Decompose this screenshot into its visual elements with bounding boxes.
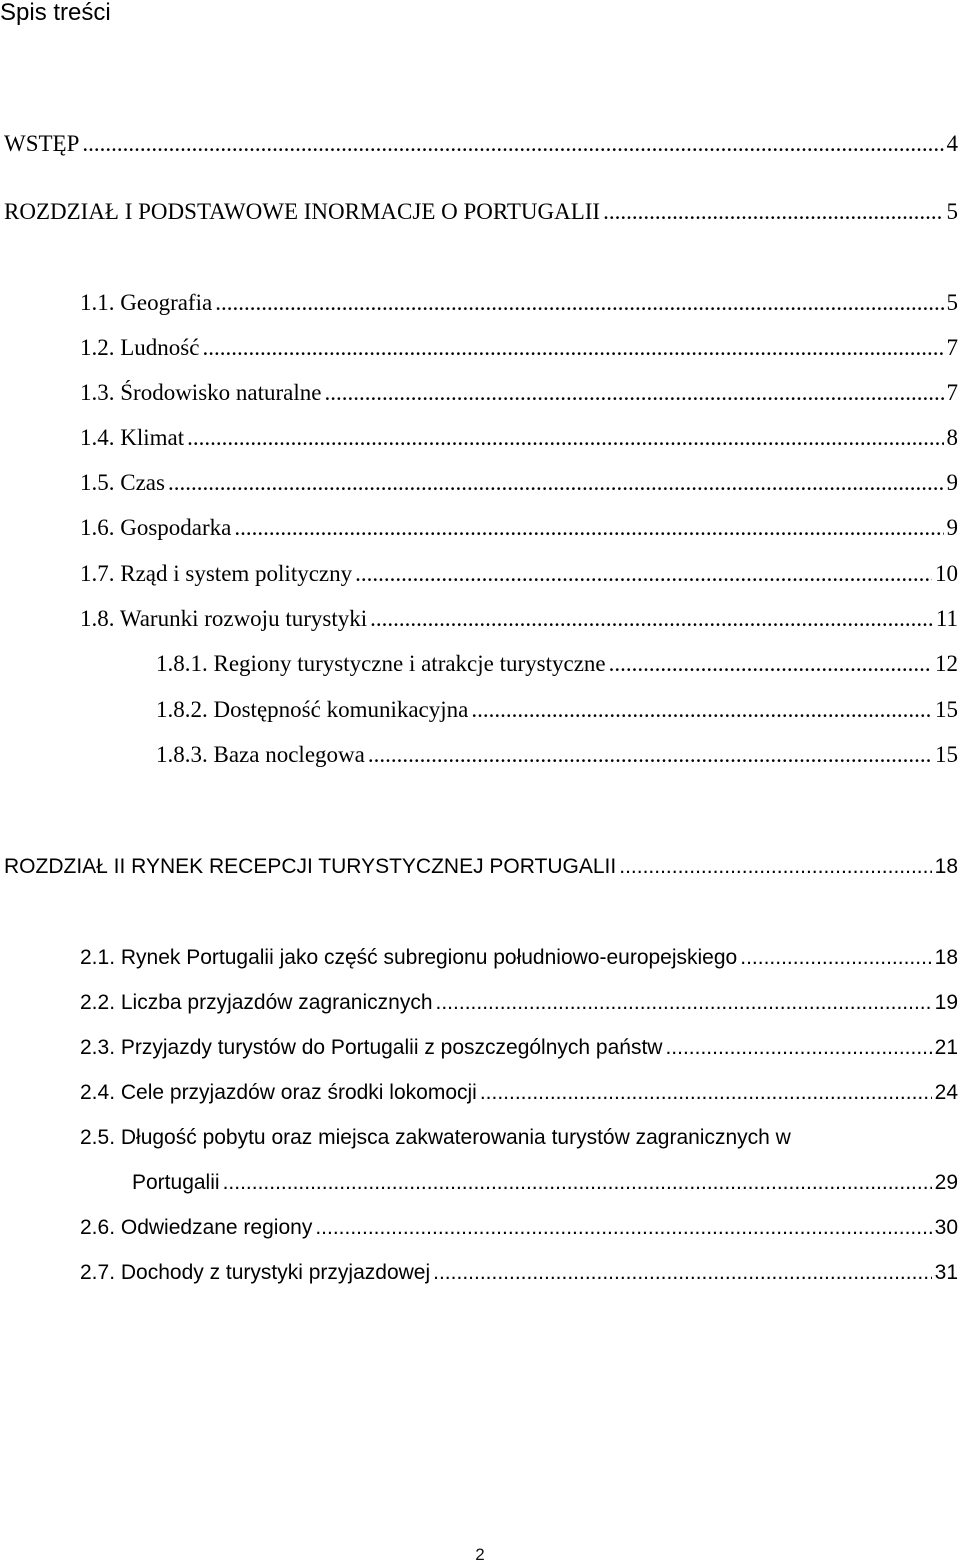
dot-leader <box>355 561 932 587</box>
toc-entry-section[interactable] <box>80 1216 958 1240</box>
toc-entry-label: 1.2. Ludność <box>80 335 200 360</box>
toc-entry-section[interactable] <box>80 946 958 970</box>
dot-leader <box>433 1261 932 1285</box>
toc-entry-label: 2.2. Liczba przyjazdów zagranicznych <box>80 991 433 1014</box>
dot-leader <box>370 606 933 632</box>
toc-entry-label: 2.7. Dochody z turystyki przyjazdowej <box>80 1261 431 1284</box>
toc-page-number: 8 <box>946 425 958 450</box>
toc-page-number: 12 <box>935 651 958 676</box>
dot-leader <box>436 991 932 1015</box>
toc-entry-section[interactable] <box>80 380 958 406</box>
dot-leader <box>168 470 944 496</box>
toc-entry-label: 1.8.2. Dostępność komunikacyjna <box>156 697 469 722</box>
toc-entry-section[interactable] <box>80 561 958 587</box>
toc-page-number: 5 <box>946 290 958 315</box>
dot-leader <box>609 651 932 677</box>
dot-leader <box>368 742 932 768</box>
dot-leader <box>603 199 943 225</box>
toc-entry-chapter-2[interactable] <box>4 855 958 879</box>
toc-entry-label: 1.5. Czas <box>80 470 165 495</box>
toc-entry-section[interactable] <box>80 606 958 632</box>
toc-entry-label: 1.7. Rząd i system polityczny <box>80 561 353 586</box>
toc-entry-subsection[interactable] <box>156 697 958 723</box>
toc-page-number: 9 <box>946 515 958 540</box>
toc-page-number: 30 <box>934 1216 958 1239</box>
toc-entry-label: 2.1. Rynek Portugalii jako część subregionu południowo-europejskiego <box>80 946 738 969</box>
toc-page-number: 4 <box>946 131 958 156</box>
toc-entry-section[interactable] <box>80 335 958 361</box>
dot-leader <box>223 1171 932 1195</box>
toc-entry-label-first-line[interactable]: 2.5. Długość pobytu oraz miejsca zakwaterowania turystów zagranicznych w <box>80 1126 791 1149</box>
dot-leader <box>202 335 943 361</box>
dot-leader <box>234 515 943 541</box>
dot-leader <box>740 946 931 970</box>
toc-page-number: 18 <box>934 855 958 878</box>
toc-entry-section[interactable] <box>80 470 958 496</box>
page-number: 2 <box>475 1545 485 1564</box>
dot-leader <box>315 1216 931 1240</box>
toc-entry-section[interactable] <box>80 515 958 541</box>
toc-entry-label: 2.3. Przyjazdy turystów do Portugalii z poszczególnych państw <box>80 1036 663 1059</box>
toc-entry-label: ROZDZIAŁ I PODSTAWOWE INORMACJE O PORTUGALII <box>4 199 601 224</box>
toc-entry-section[interactable] <box>80 290 958 316</box>
toc-entry-label: 1.3. Środowisko naturalne <box>80 380 322 405</box>
toc-page-number: 15 <box>935 697 958 722</box>
toc-page-number: 19 <box>934 991 958 1014</box>
toc-page-number: 11 <box>935 606 958 631</box>
dot-leader <box>324 380 943 406</box>
toc-entry-section[interactable] <box>80 1261 958 1285</box>
toc-page-number: 21 <box>934 1036 958 1059</box>
toc-entry-section[interactable] <box>80 991 958 1015</box>
dot-leader <box>665 1036 931 1060</box>
toc-entry-chapter-1[interactable] <box>4 199 958 225</box>
dot-leader <box>480 1081 932 1105</box>
dot-leader <box>471 697 932 723</box>
toc-page-number: 24 <box>934 1081 958 1104</box>
toc-entry-label: 1.8. Warunki rozwoju turystyki <box>80 606 368 631</box>
toc-entry-label: 1.8.3. Baza noclegowa <box>156 742 365 767</box>
toc-entry-subsection[interactable] <box>156 651 958 677</box>
toc-entry-section[interactable] <box>80 1081 958 1105</box>
toc-entry-label: 1.4. Klimat <box>80 425 185 450</box>
toc-entry-section[interactable] <box>132 1171 958 1195</box>
toc-page-number: 29 <box>934 1171 958 1194</box>
toc-page-number: 18 <box>934 946 958 969</box>
toc-entry-label: 1.1. Geografia <box>80 290 213 315</box>
toc-entry-label: 2.6. Odwiedzane regiony <box>80 1216 313 1239</box>
dot-leader <box>215 290 943 316</box>
toc-entry-label: 1.6. Gospodarka <box>80 515 232 540</box>
toc-entry-section[interactable] <box>80 425 958 451</box>
dot-leader <box>82 131 943 157</box>
toc-page-number: 5 <box>946 199 958 224</box>
toc-page-number: 31 <box>934 1261 958 1284</box>
dot-leader <box>187 425 943 451</box>
dot-leader <box>619 855 931 879</box>
toc-entry-label: 1.8.1. Regiony turystyczne i atrakcje turystyczne <box>156 651 606 676</box>
toc-heading: Spis treści <box>0 0 111 26</box>
toc-entry-label: WSTĘP <box>4 131 80 156</box>
toc-page-number: 7 <box>946 335 958 360</box>
toc-entry-label: Portugalii <box>132 1171 220 1194</box>
toc-entry-label: 2.4. Cele przyjazdów oraz środki lokomocji <box>80 1081 477 1104</box>
toc-entry-intro[interactable] <box>4 131 958 157</box>
toc-page-number: 7 <box>946 380 958 405</box>
toc-entry-section[interactable] <box>80 1036 958 1060</box>
toc-page-number: 15 <box>935 742 958 767</box>
toc-entry-label: ROZDZIAŁ II RYNEK RECEPCJI TURYSTYCZNEJ PORTUGALII <box>4 855 617 878</box>
toc-entry-subsection[interactable] <box>156 742 958 768</box>
toc-page-number: 10 <box>935 561 958 586</box>
toc-page-number: 9 <box>946 470 958 495</box>
